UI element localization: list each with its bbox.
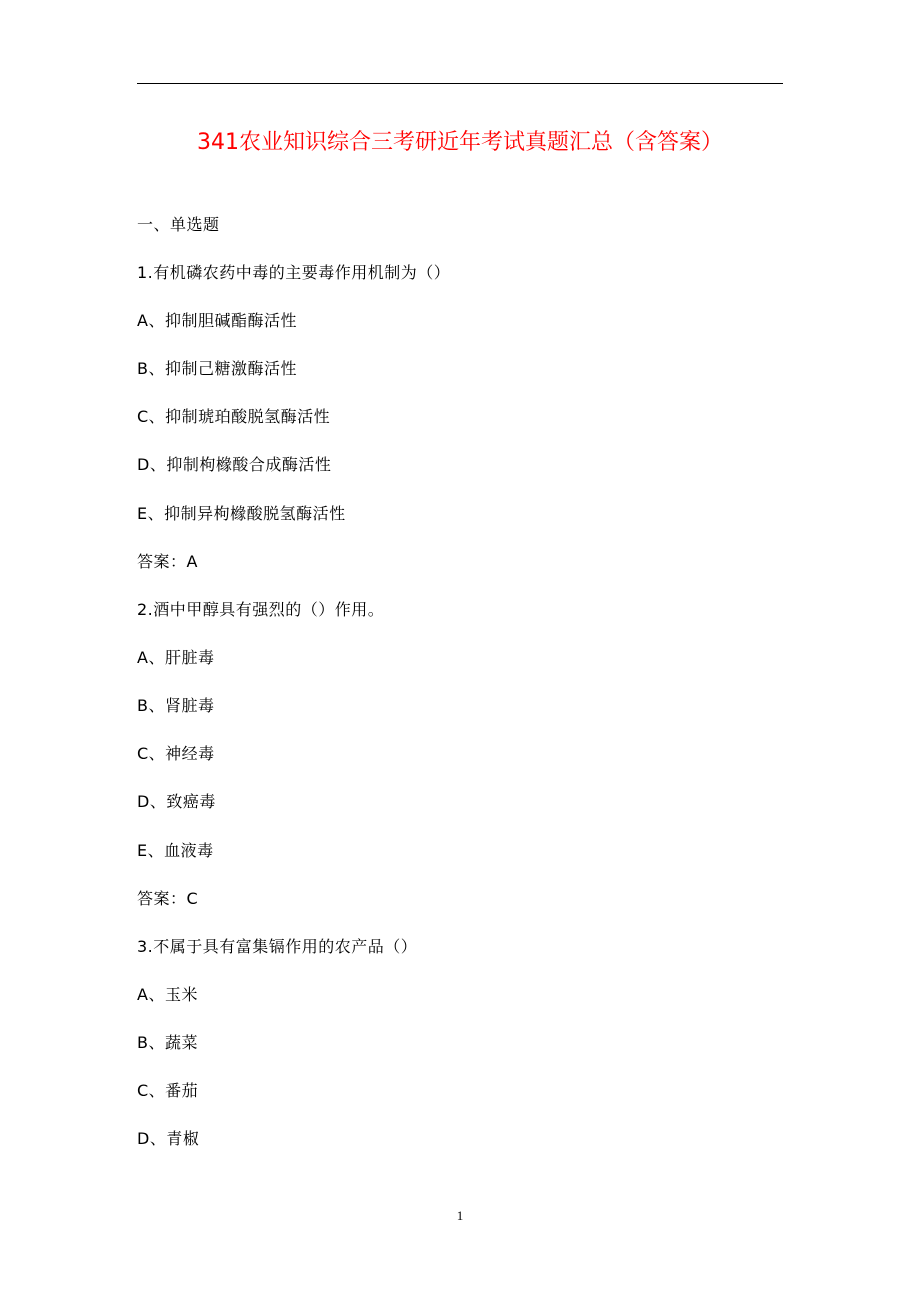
answer-1: 答案：A bbox=[137, 552, 198, 571]
option-2-a: A、肝脏毒 bbox=[137, 648, 215, 667]
question-stem-3: 3.不属于具有富集镉作用的农产品（） bbox=[137, 937, 418, 956]
document-title: 341农业知识综合三考研近年考试真题汇总（含答案） bbox=[197, 130, 723, 155]
option-1-d: D、抑制枸橼酸合成酶活性 bbox=[137, 455, 332, 474]
option-3-c: C、番茄 bbox=[137, 1081, 199, 1100]
page-number: 1 bbox=[456, 1208, 464, 1223]
answer-2: 答案：C bbox=[137, 889, 199, 908]
option-2-d: D、致癌毒 bbox=[137, 792, 216, 811]
option-1-a: A、抑制胆碱酯酶活性 bbox=[137, 311, 297, 330]
question-stem-1: 1.有机磷农药中毒的主要毒作用机制为（） bbox=[137, 263, 451, 282]
question-stem-2: 2.酒中甲醇具有强烈的（）作用。 bbox=[137, 600, 385, 619]
option-3-d: D、青椒 bbox=[137, 1129, 200, 1148]
option-3-a: A、玉米 bbox=[137, 985, 198, 1004]
option-2-c: C、神经毒 bbox=[137, 744, 215, 763]
option-2-b: B、肾脏毒 bbox=[137, 696, 215, 715]
option-1-c: C、抑制琥珀酸脱氢酶活性 bbox=[137, 407, 331, 426]
header-rule bbox=[137, 83, 783, 84]
option-1-e: E、抑制异枸橼酸脱氢酶活性 bbox=[137, 504, 346, 523]
section-heading: 一、单选题 bbox=[137, 215, 220, 234]
option-1-b: B、抑制己糖激酶活性 bbox=[137, 359, 297, 378]
option-2-e: E、血液毒 bbox=[137, 841, 214, 860]
option-3-b: B、蔬菜 bbox=[137, 1033, 198, 1052]
